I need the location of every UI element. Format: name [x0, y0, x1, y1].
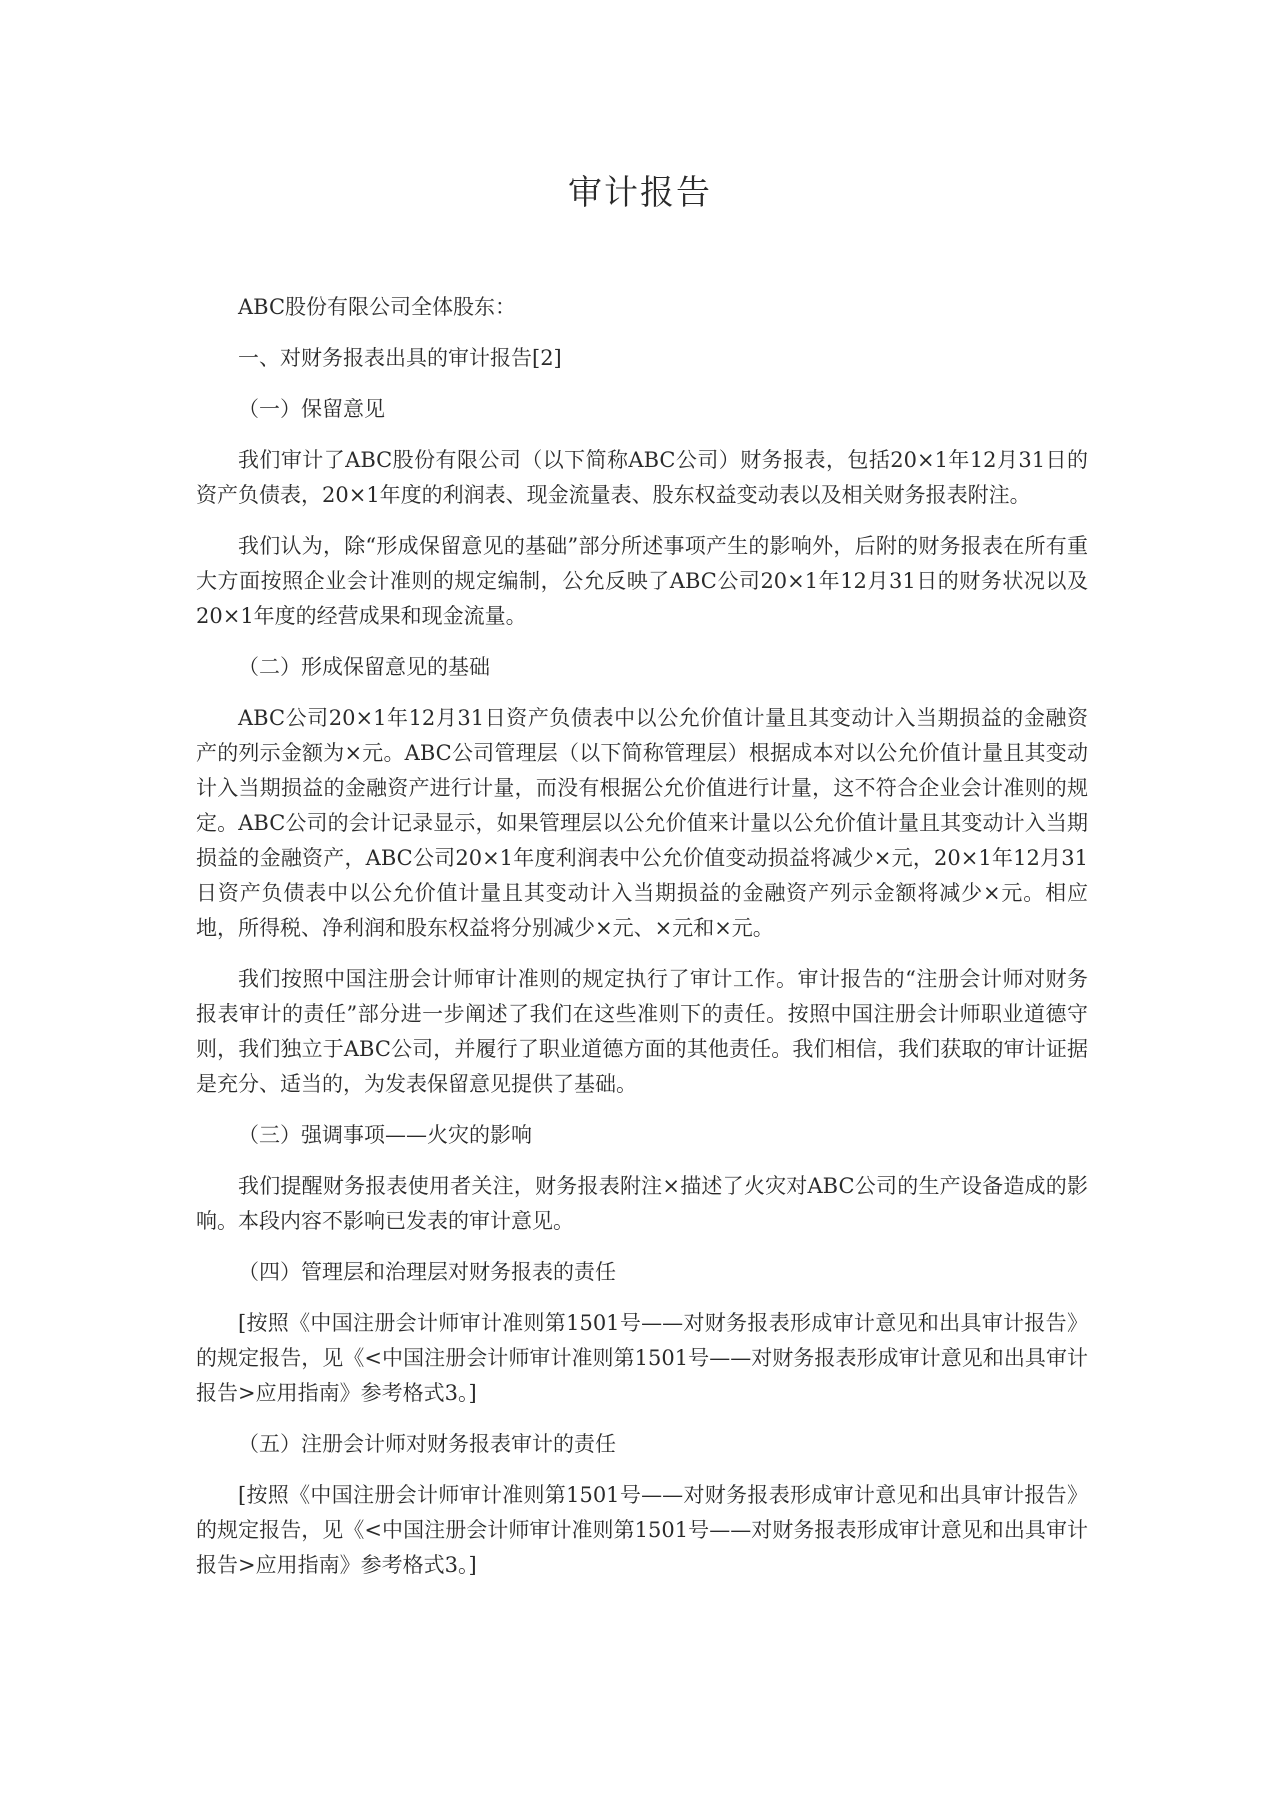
document-body: [196, 290, 1088, 1599]
subsection-heading-basis: （二）形成保留意见的基础: [238, 655, 490, 679]
subsection-heading-auditor-responsibility: （五）注册会计师对财务报表审计的责任: [238, 1432, 616, 1456]
salutation: ABC股份有限公司全体股东：: [238, 295, 517, 319]
paragraph-qualified-opinion-2: 我们认为，除“形成保留意见的基础”部分所述事项产生的影响外，后附的财务报表在所有重大方面按照企业会计准则的规定编制，公允反映了ABC公司20×1年12月31日的财务状况以及20×1年度的经营成果和现金流量。: [196, 534, 1088, 628]
subsection-heading-management-responsibility: （四）管理层和治理层对财务报表的责任: [238, 1260, 616, 1284]
paragraph-emphasis-1: 我们提醒财务报表使用者关注，财务报表附注×描述了火灾对ABC公司的生产设备造成的影响。本段内容不影响已发表的审计意见。: [196, 1174, 1088, 1233]
paragraph-basis-2: 我们按照中国注册会计师审计准则的规定执行了审计工作。审计报告的“注册会计师对财务报表审计的责任”部分进一步阐述了我们在这些准则下的责任。按照中国注册会计师职业道德守则，我们独立于ABC公司，并履行了职业道德方面的其他责任。我们相信，我们获取的审计证据是充分、适当的，为发表保留意见提供了基础。: [196, 967, 1088, 1096]
subsection-heading-emphasis: （三）强调事项——火灾的影响: [238, 1123, 532, 1147]
document-title: 审计报告: [568, 173, 712, 213]
paragraph-auditor-responsibility-1: [按照《中国注册会计师审计准则第1501号——对财务报表形成审计意见和出具审计报告》的规定报告，见《<中国注册会计师审计准则第1501号——对财务报表形成审计意见和出具审计报告>应用指南》参考格式3。]: [196, 1483, 1088, 1577]
paragraph-basis-1: ABC公司20×1年12月31日资产负债表中以公允价值计量且其变动计入当期损益的金融资产的列示金额为×元。ABC公司管理层（以下简称管理层）根据成本对以公允价值计量且其变动计入当期损益的金融资产进行计量，而没有根据公允价值进行计量，这不符合企业会计准则的规定。ABC公司的会计记录显示，如果管理层以公允价值来计量以公允价值计量且其变动计入当期损益的金融资产，ABC公司20×1年度利润表中公允价值变动损益将减少×元，20×1年12月31日资产负债表中以公允价值计量且其变动计入当期损益的金融资产列示金额将减少×元。相应地，所得税、净利润和股东权益将分别减少×元、×元和×元。: [196, 706, 1088, 940]
subsection-heading-qualified-opinion: （一）保留意见: [238, 397, 385, 421]
paragraph-qualified-opinion-1: 我们审计了ABC股份有限公司（以下简称ABC公司）财务报表，包括20×1年12月31日的资产负债表，20×1年度的利润表、现金流量表、股东权益变动表以及相关财务报表附注。: [196, 448, 1088, 507]
paragraph-management-responsibility-1: [按照《中国注册会计师审计准则第1501号——对财务报表形成审计意见和出具审计报告》的规定报告，见《<中国注册会计师审计准则第1501号——对财务报表形成审计意见和出具审计报告>应用指南》参考格式3。]: [196, 1311, 1088, 1405]
section-heading-1: 一、对财务报表出具的审计报告[2]: [238, 346, 562, 370]
